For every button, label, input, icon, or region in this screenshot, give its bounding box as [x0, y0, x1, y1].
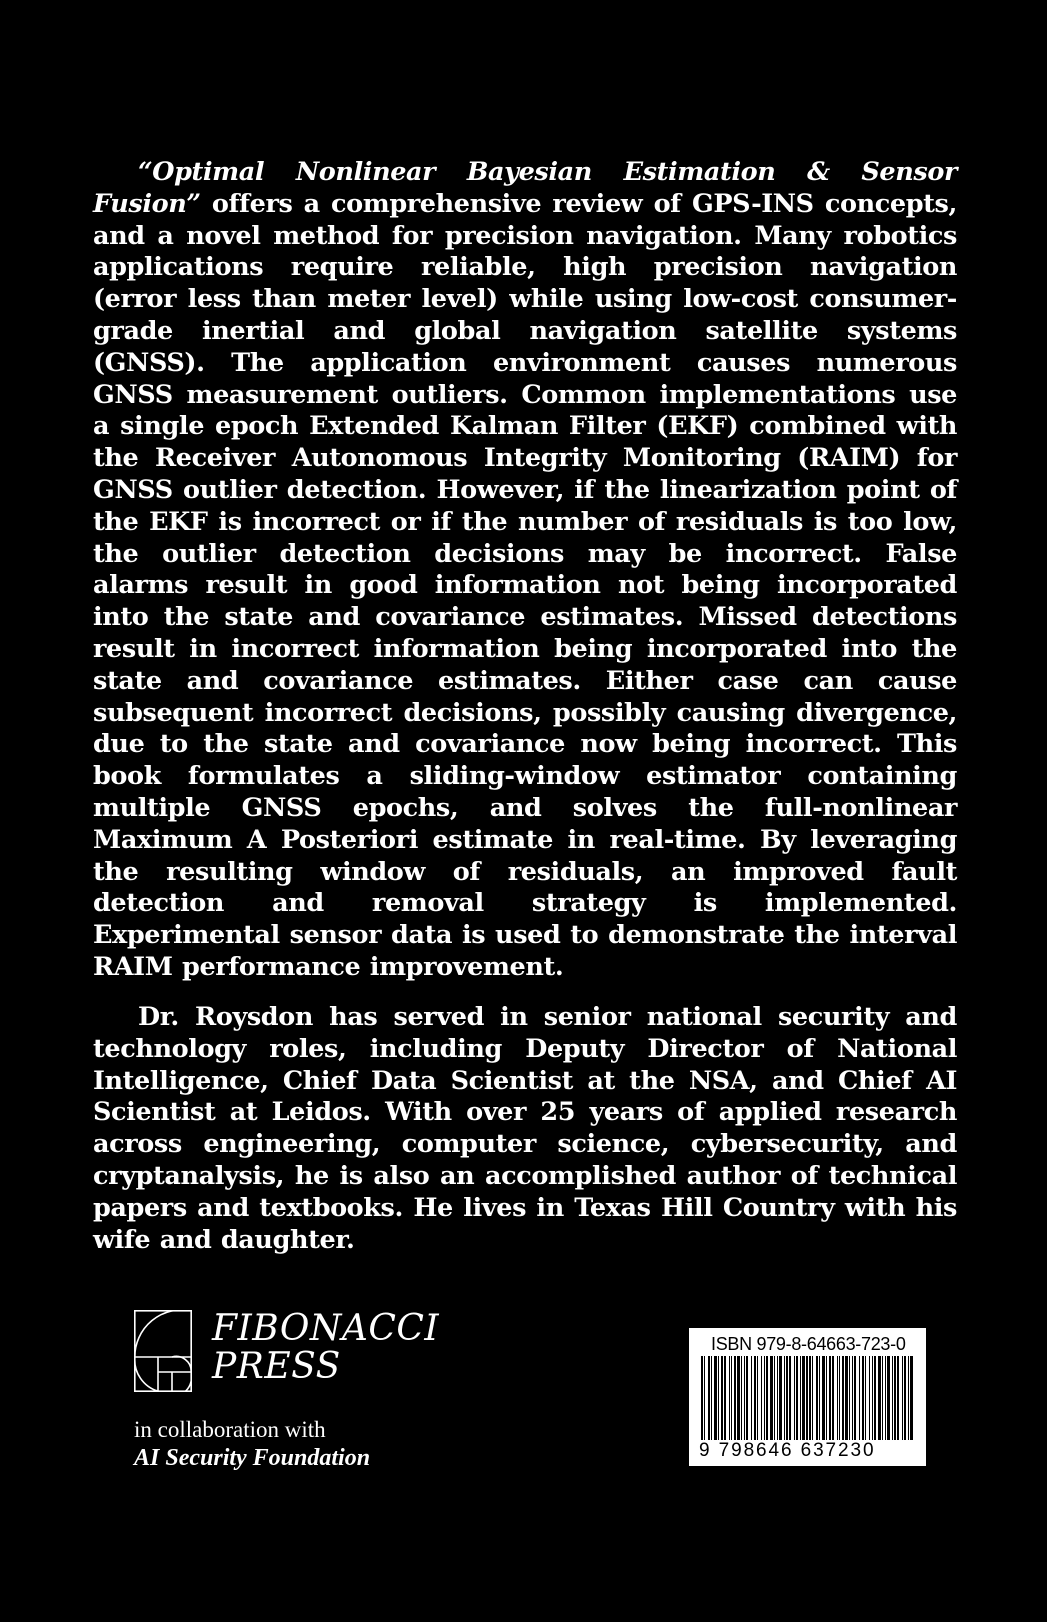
barcode-digits: 9 798646 637230: [699, 1440, 876, 1461]
barcode-bar: [908, 1356, 909, 1440]
barcode-bar: [809, 1356, 811, 1440]
barcode-bar: [822, 1356, 825, 1440]
barcode-bar: [724, 1356, 726, 1440]
book-title-quote: “Optimal Nonlinear Bayesian Estimation & Sensor Fusion”: [93, 157, 957, 219]
barcode-bar: [874, 1356, 876, 1440]
barcode-bar: [734, 1356, 736, 1440]
barcode-bar: [754, 1356, 756, 1440]
barcode-bar: [806, 1356, 808, 1440]
publisher-name-line1: FIBONACCI: [212, 1308, 440, 1349]
barcode-bar: [887, 1356, 890, 1440]
barcode-bar: [800, 1356, 801, 1440]
barcode-bar: [802, 1356, 805, 1440]
barcode-bar: [859, 1356, 860, 1440]
isbn-label: ISBN 979-8-64663-723-0: [711, 1334, 906, 1354]
barcode-bar: [761, 1356, 762, 1440]
barcode-bar: [819, 1356, 820, 1440]
author-bio-text: Dr. Roysdon has served in senior national security and technology roles, including Deputy Director of National Intelligence, Chief Data Scientist at the NSA, and Chief AI Scientist at Leidos. With over 25 years of applied research across engineering, computer science, cybersecurity, and cryptanalysis, he is also an accomplished author of technical papers and textbooks. He lives in Texas Hill Country with his wife and daughter.: [93, 1002, 957, 1255]
barcode-bar: [852, 1356, 853, 1440]
barcode-bar: [729, 1356, 730, 1440]
barcode-bar: [885, 1356, 886, 1440]
barcode-bar: [718, 1356, 719, 1440]
publisher-name-line2: PRESS: [212, 1346, 341, 1387]
collaboration-prefix: in collaboration with: [134, 1417, 326, 1442]
barcode-bar: [862, 1356, 864, 1440]
book-description-text: offers a comprehensive review of GPS-INS concepts, and a novel method for precision navigation. Many robotics applications require reliable, high precision navigation (error less than meter level) while using low-cost consumer-grade inertial and global navigation satellite systems (GNSS). The application environment causes numerous GNSS measurement outliers. Common implementations use a single epoch Extended Kalman Filter (EKF) combined with the Receiver Autonomous Integrity Monitoring (RAIM) for GNSS outlier detection. However, if the linearization point of the EKF is incorrect or if the number of residuals is too low, the outlier detection decisions may be incorrect. False alarms result in good information not being incorporated into the state and covariance estimates. Missed detections result in incorrect information being incorporated into the state and covariance estimates. Either case can cause subsequent incorrect decisions, possibly causing divergence, due to the state and covariance now being incorrect. This book formulates a sliding-window estimator containing multiple GNSS epochs, and solves the full-nonlinear Maximum A Posteriori estimate in real-time. By leveraging the resulting window of residuals, an improved fault detection and removal strategy is implemented. Experimental sensor data is used to demonstrate the interval RAIM performance improvement.: [93, 188, 957, 982]
barcode-bar: [832, 1356, 834, 1440]
barcode-bar: [731, 1356, 732, 1440]
barcode-bars: [699, 1356, 917, 1440]
barcode-bar: [812, 1356, 813, 1440]
barcode-bar: [751, 1356, 752, 1440]
book-description: [93, 157, 957, 984]
barcode-bar: [741, 1356, 742, 1440]
barcode-bar: [910, 1356, 913, 1440]
barcode-bar: [902, 1356, 903, 1440]
barcode-bar: [721, 1356, 723, 1440]
barcode-bar: [766, 1356, 768, 1440]
barcode-bar: [894, 1356, 896, 1440]
barcode-bar: [839, 1356, 840, 1440]
collaboration-org: AI Security Foundation: [134, 1445, 371, 1471]
barcode-bar: [708, 1356, 710, 1440]
barcode-bar: [849, 1356, 850, 1440]
barcode-bar: [764, 1356, 765, 1440]
barcode-bar: [711, 1356, 712, 1440]
barcode-bar: [757, 1356, 758, 1440]
barcode-bar: [777, 1356, 778, 1440]
barcode-bar: [865, 1356, 866, 1440]
barcode-bar: [904, 1356, 906, 1440]
barcode-bar: [854, 1356, 856, 1440]
barcode-bar: [816, 1356, 818, 1440]
barcode-bar: [774, 1356, 775, 1440]
barcode-bar: [845, 1356, 848, 1440]
barcode-bar: [878, 1356, 881, 1440]
barcode-bar: [897, 1356, 899, 1440]
barcode-bar: [779, 1356, 782, 1440]
barcode-bar: [826, 1356, 827, 1440]
barcode-bar: [701, 1356, 703, 1440]
barcode-bar: [789, 1356, 791, 1440]
barcode-bar: [746, 1356, 748, 1440]
barcode-bar: [796, 1356, 798, 1440]
barcode-bar: [842, 1356, 844, 1440]
barcode-bar: [770, 1356, 773, 1440]
golden-spiral-icon: [134, 1310, 192, 1392]
barcode-bar: [872, 1356, 873, 1440]
barcode-bar: [744, 1356, 745, 1440]
barcode-bar: [784, 1356, 785, 1440]
barcode-bar: [869, 1356, 870, 1440]
collaboration-credit: [134, 1416, 370, 1472]
barcode-bar: [837, 1356, 838, 1440]
barcode-bar: [737, 1356, 740, 1440]
publisher-name: [212, 1310, 439, 1386]
barcode-bar: [882, 1356, 883, 1440]
isbn-barcode: [689, 1328, 926, 1466]
barcode-bar: [714, 1356, 717, 1440]
barcode-bar: [892, 1356, 893, 1440]
barcode-bar: [829, 1356, 831, 1440]
author-bio: [93, 1002, 957, 1256]
barcode-bar: [786, 1356, 788, 1440]
barcode-bar: [704, 1356, 705, 1440]
barcode-bar: [794, 1356, 795, 1440]
